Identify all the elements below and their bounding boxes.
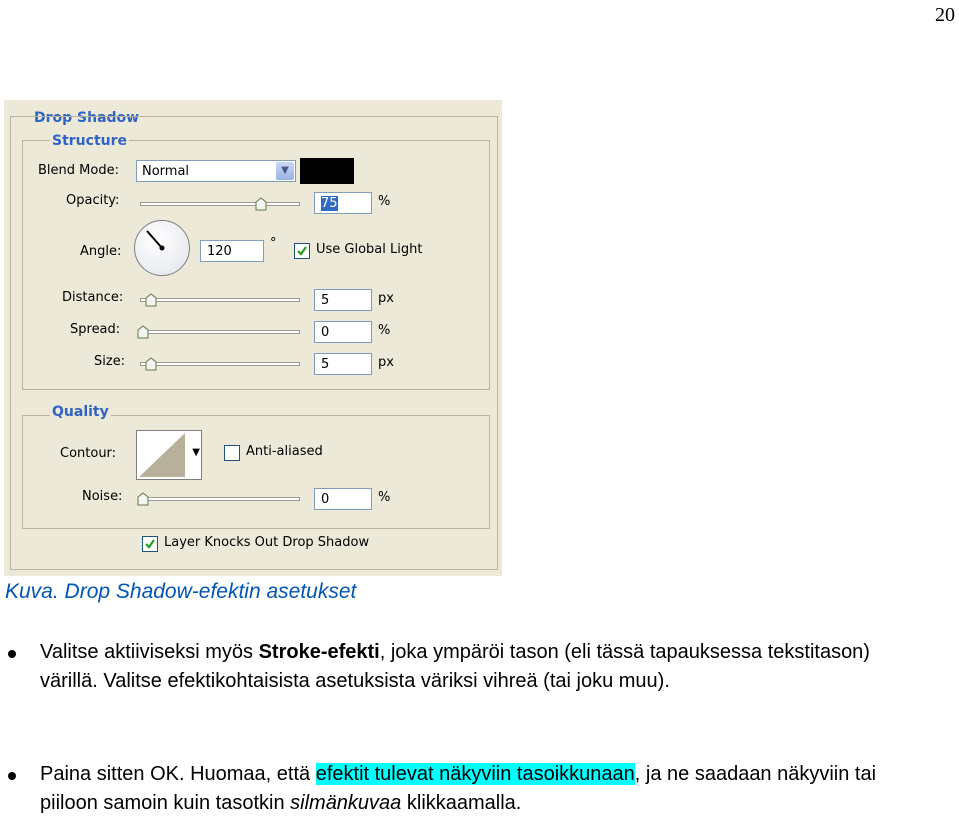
global-light-text: Use Global Light — [316, 242, 423, 257]
opacity-unit: % — [378, 194, 391, 209]
noise-slider-thumb[interactable] — [137, 492, 149, 506]
bullet-1-text-start: Valitse aktiiviseksi myös — [40, 641, 259, 663]
figure-caption: Kuva. Drop Shadow-efektin asetukset — [5, 580, 357, 603]
shadow-color-swatch[interactable] — [300, 158, 354, 184]
noise-label: Noise: — [82, 489, 123, 504]
bullet-2-highlight: efektit tulevat näkyviin tasoikkunaan — [315, 763, 635, 785]
spread-slider-thumb[interactable] — [137, 325, 149, 339]
distance-value: 5 — [321, 293, 330, 308]
anti-aliased-checkbox[interactable] — [224, 445, 240, 461]
size-label: Size: — [94, 354, 126, 369]
page-number: 20 — [935, 4, 955, 26]
checkmark-icon — [143, 537, 157, 551]
knockout-label: Layer Knocks Out Drop Shadow — [164, 535, 370, 550]
distance-slider-track[interactable] — [140, 298, 300, 302]
noise-unit: % — [378, 490, 391, 505]
quality-legend: Quality — [52, 404, 109, 420]
noise-slider-track[interactable] — [140, 497, 300, 501]
contour-label: Contour: — [60, 446, 117, 461]
size-input[interactable] — [314, 353, 372, 375]
quality-group — [22, 415, 490, 529]
blend-mode-value: Normal — [142, 164, 190, 179]
size-unit: px — [378, 355, 394, 370]
opacity-slider-thumb[interactable] — [255, 197, 267, 211]
opacity-label: Opacity: — [66, 193, 120, 208]
structure-legend: Structure — [52, 133, 128, 149]
spread-value: 0 — [321, 325, 330, 340]
contour-preview-icon — [137, 431, 189, 479]
spread-unit: % — [378, 323, 391, 338]
bullet-2-text-mid: , ja ne saadaan näkyviin tai piiloon samoin kuin tasotkin — [40, 763, 877, 814]
blend-mode-label: Blend Mode: — [38, 163, 119, 178]
angle-dial[interactable] — [134, 220, 190, 276]
distance-unit: px — [378, 291, 394, 306]
size-value: 5 — [321, 357, 330, 372]
angle-needle-icon — [135, 221, 189, 275]
bullet-2-text-end: klikkaamalla. — [401, 792, 522, 814]
bullet-paragraph-2 — [40, 760, 920, 818]
bullet-1-bold: Stroke-efekti — [258, 641, 380, 663]
angle-input[interactable] — [200, 240, 264, 262]
opacity-input[interactable] — [314, 192, 372, 214]
checkmark-icon — [295, 244, 309, 258]
bullet-2-italic: silmänkuvaa — [290, 792, 402, 814]
bullet-1-text-end: , joka ympäröi tason (eli tässä tapauksessa tekstitason) värillä. Valitse efektikohtaisista asetuksista väriksi vihreä (tai joku muu). — [40, 641, 870, 692]
blend-mode-select[interactable] — [136, 160, 296, 182]
distance-slider-thumb[interactable] — [145, 293, 157, 307]
knockout-checkbox[interactable] — [142, 536, 158, 552]
opacity-slider-track[interactable] — [140, 202, 300, 206]
angle-value: 120 — [207, 244, 232, 259]
chevron-down-icon[interactable]: ▼ — [192, 447, 200, 458]
global-light-label — [316, 242, 422, 257]
chevron-down-icon[interactable]: ▼ — [276, 162, 294, 180]
spread-slider-track[interactable] — [140, 330, 300, 334]
bullet-paragraph-1 — [40, 638, 920, 696]
global-light-checkbox[interactable] — [294, 243, 310, 259]
contour-picker[interactable] — [136, 430, 202, 480]
bullet-2-text-start: Paina sitten OK. Huomaa, että — [40, 763, 316, 785]
bullet-icon — [8, 650, 16, 658]
size-slider-track[interactable] — [140, 362, 300, 366]
dialog-title: Drop Shadow — [34, 110, 140, 126]
angle-unit: ° — [270, 236, 277, 251]
bullet-icon — [8, 772, 16, 780]
noise-input[interactable] — [314, 488, 372, 510]
angle-label: Angle: — [80, 244, 122, 259]
spread-label: Spread: — [70, 322, 121, 337]
distance-input[interactable] — [314, 289, 372, 311]
spread-input[interactable] — [314, 321, 372, 343]
noise-value: 0 — [321, 492, 330, 507]
distance-label: Distance: — [62, 290, 124, 305]
anti-aliased-label: Anti-aliased — [246, 444, 323, 459]
size-slider-thumb[interactable] — [145, 357, 157, 371]
drop-shadow-dialog-screenshot — [4, 100, 502, 576]
opacity-value: 75 — [321, 196, 338, 211]
